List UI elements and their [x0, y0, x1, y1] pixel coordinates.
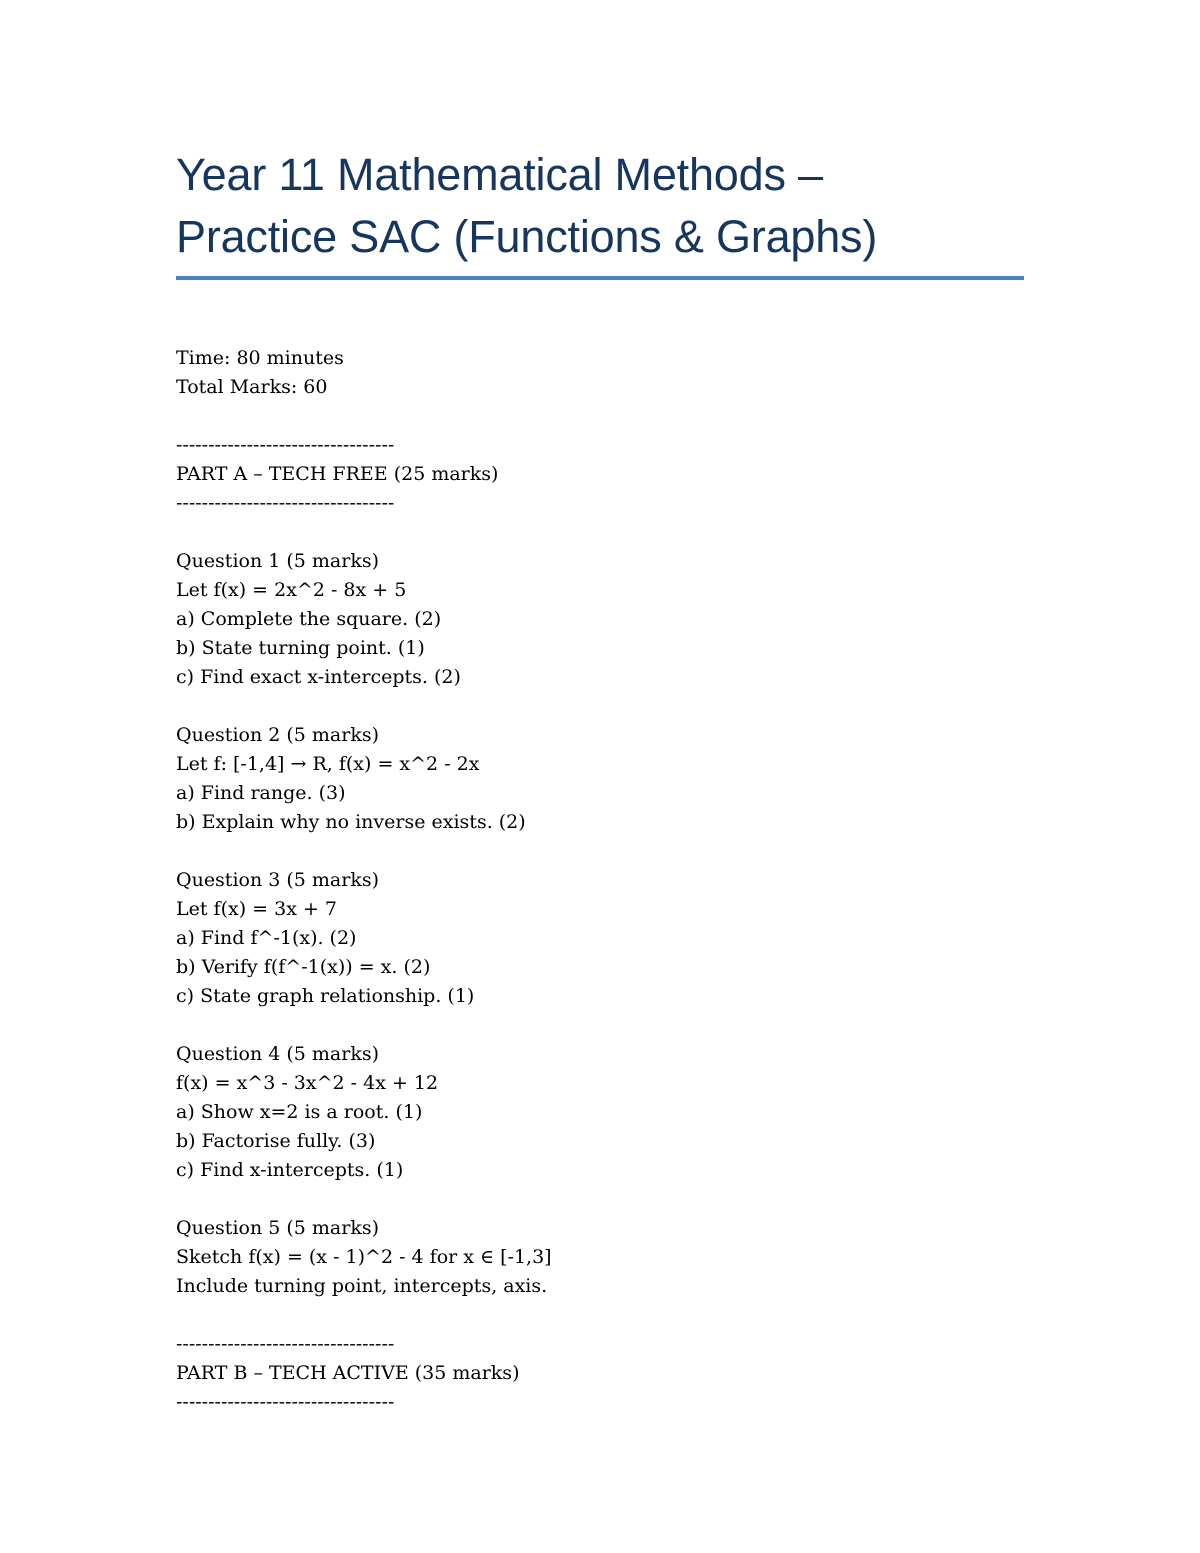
document-page — [176, 144, 1024, 1417]
part-b-heading: PART B – TECH ACTIVE (35 marks) — [176, 1362, 520, 1384]
title-underline — [176, 276, 1024, 280]
divider: ---------------------------------- — [176, 1391, 395, 1413]
divider: ---------------------------------- — [176, 434, 395, 456]
question-line: b) Verify f(f^-1(x)) = x. (2) — [176, 956, 431, 978]
question-line: Let f: [-1,4] → R, f(x) = x^2 - 2x — [176, 753, 480, 775]
question-heading: Question 3 (5 marks) — [176, 869, 380, 891]
question-line: a) Find f^-1(x). (2) — [176, 927, 357, 949]
question-heading: Question 2 (5 marks) — [176, 724, 380, 746]
question-line: b) Explain why no inverse exists. (2) — [176, 811, 526, 833]
divider: ---------------------------------- — [176, 492, 395, 514]
document-body — [176, 344, 1024, 1417]
question-block-3 — [176, 866, 1024, 1011]
question-block-4 — [176, 1040, 1024, 1185]
question-line: Sketch f(x) = (x - 1)^2 - 4 for x ∈ [-1,3] — [176, 1246, 552, 1268]
question-heading: Question 1 (5 marks) — [176, 550, 380, 572]
document-title — [176, 144, 1024, 268]
question-line: c) State graph relationship. (1) — [176, 985, 475, 1007]
question-block-5 — [176, 1214, 1024, 1301]
question-line: Let f(x) = 2x^2 - 8x + 5 — [176, 579, 407, 601]
question-line: Include turning point, intercepts, axis. — [176, 1275, 548, 1297]
time-info: Time: 80 minutes — [176, 347, 344, 369]
question-line: c) Find exact x-intercepts. (2) — [176, 666, 461, 688]
divider: ---------------------------------- — [176, 1333, 395, 1355]
part-a-heading: PART A – TECH FREE (25 marks) — [176, 463, 499, 485]
question-line: Let f(x) = 3x + 7 — [176, 898, 337, 920]
question-line: a) Show x=2 is a root. (1) — [176, 1101, 423, 1123]
question-line: f(x) = x^3 - 3x^2 - 4x + 12 — [176, 1072, 439, 1094]
question-line: a) Complete the square. (2) — [176, 608, 442, 630]
question-heading: Question 4 (5 marks) — [176, 1043, 380, 1065]
question-line: c) Find x-intercepts. (1) — [176, 1159, 404, 1181]
question-line: a) Find range. (3) — [176, 782, 346, 804]
total-marks-info: Total Marks: 60 — [176, 376, 328, 398]
title-line-1: Year 11 Mathematical Methods – — [176, 149, 823, 200]
question-line: b) Factorise fully. (3) — [176, 1130, 376, 1152]
question-line: b) State turning point. (1) — [176, 637, 425, 659]
question-block-2 — [176, 721, 1024, 837]
question-block-1 — [176, 547, 1024, 692]
question-heading: Question 5 (5 marks) — [176, 1217, 380, 1239]
title-line-2: Practice SAC (Functions & Graphs) — [176, 211, 878, 262]
